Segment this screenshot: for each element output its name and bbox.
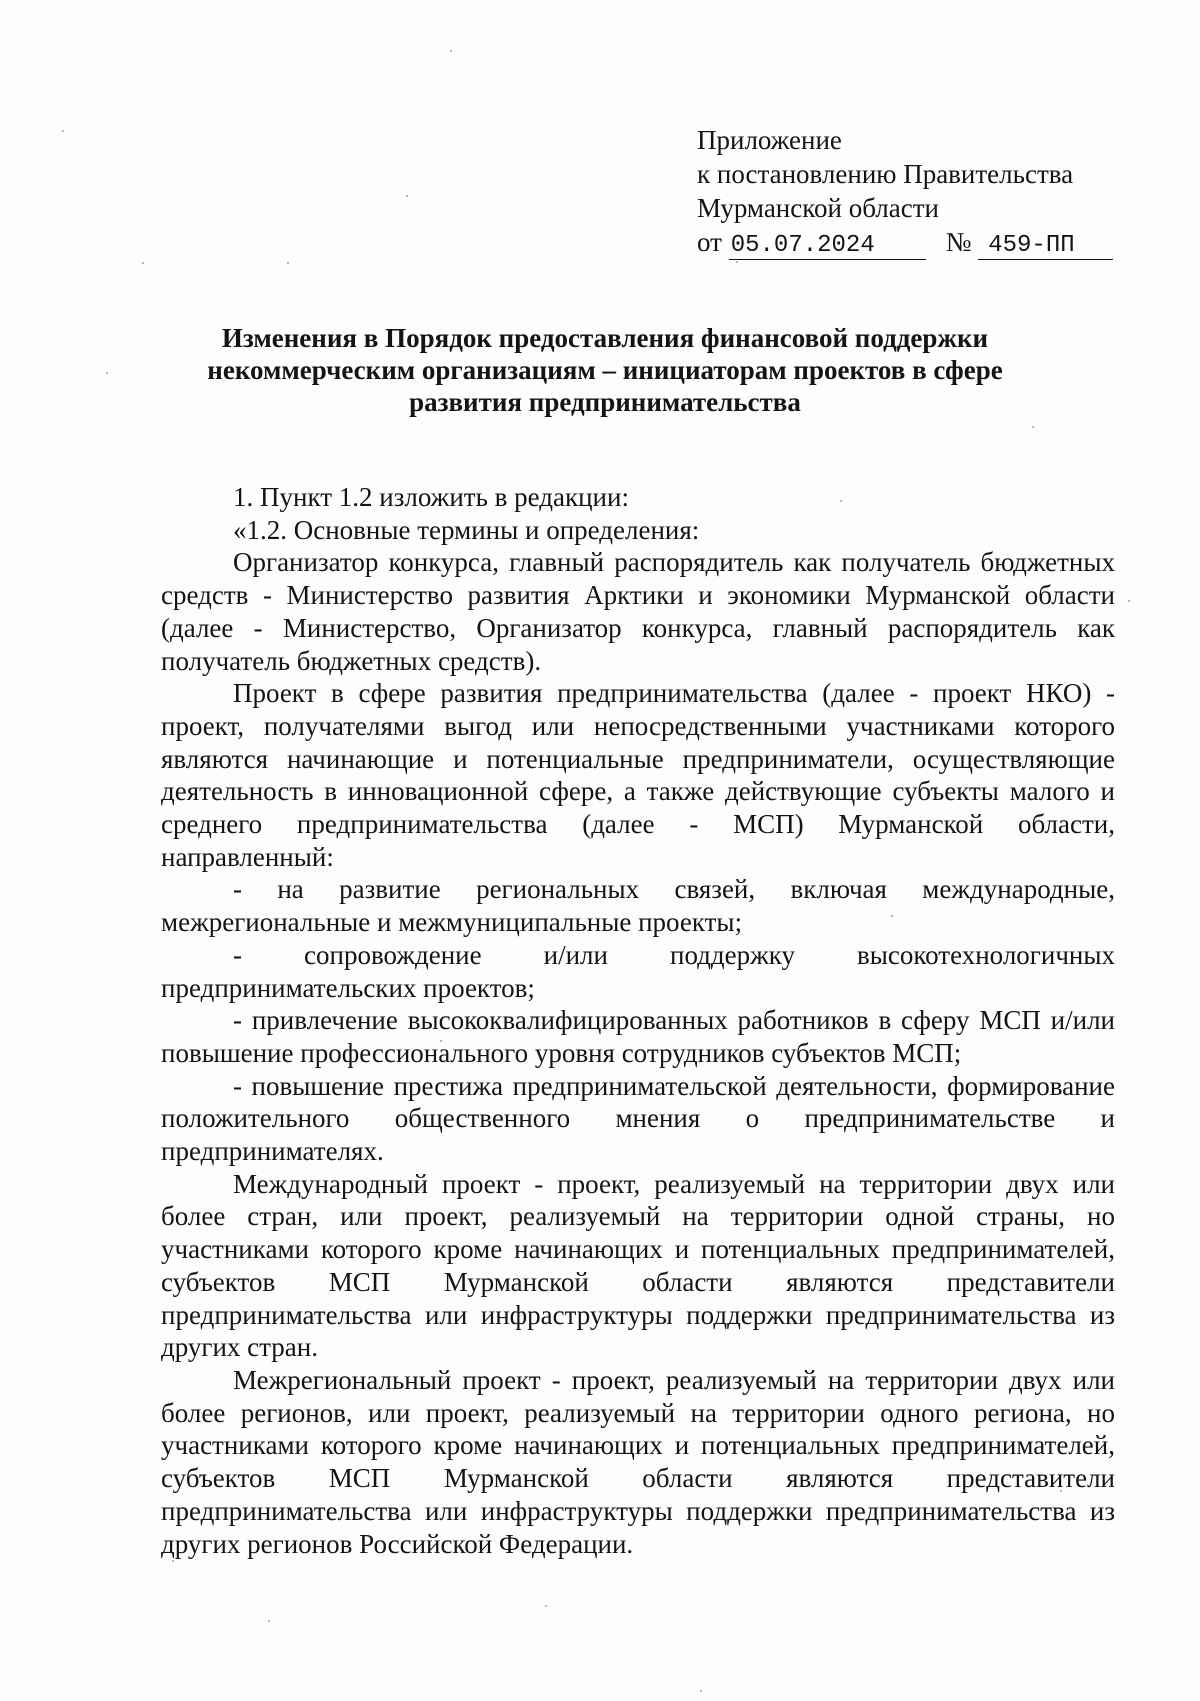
scan-speck bbox=[62, 130, 64, 132]
scan-speck bbox=[1032, 426, 1034, 428]
list-item: - сопровождение и/или поддержку высокотехнологичных предпринимательских проектов; bbox=[161, 939, 1115, 1003]
resolution-date: 05.07.2024 bbox=[729, 234, 926, 260]
list-item: - повышение престижа предпринимательской деятельности, формирование положительного общественного мнения о предпринимательстве и предпринимателях. bbox=[161, 1070, 1115, 1167]
scan-speck bbox=[700, 1690, 702, 1692]
number-sign: № bbox=[945, 227, 972, 257]
scan-speck bbox=[172, 1560, 174, 1562]
date-prefix: от bbox=[697, 227, 722, 257]
appendix-line-3: Мурманской области bbox=[697, 193, 939, 223]
resolution-number: 459-ПП bbox=[978, 234, 1113, 260]
scan-speck bbox=[545, 1605, 547, 1607]
document-title: Изменения в Порядок предоставления финансовой поддержки некоммерческим организациям – инициаторам проектов в сфере развития предпринимательства bbox=[207, 323, 1003, 417]
document-body bbox=[161, 481, 1115, 1560]
paragraph: Проект в сфере развития предпринимательства (далее - проект НКО) - проект, получателями выгод или непосредственными участниками которого являются начинающие и потенциальные предприниматели, осуществляющие деятельность в инновационной сфере, а также действующие субъекты малого и среднего предпринимательства (далее - МСП) Мурманской области, направленный: bbox=[161, 678, 1115, 872]
appendix-line-2: к постановлению Правительства bbox=[697, 159, 1074, 189]
scan-speck bbox=[450, 50, 452, 52]
list-item: - привлечение высококвалифицированных работников в сферу МСП и/или повышение профессионального уровня сотрудников субъектов МСП; bbox=[161, 1005, 1115, 1068]
appendix-block bbox=[697, 123, 1113, 260]
paragraph: «1.2. Основные термины и определения: bbox=[233, 514, 700, 545]
scan-speck bbox=[1128, 600, 1130, 602]
scan-speck bbox=[287, 262, 289, 264]
appendix-line-1: Приложение bbox=[697, 125, 842, 155]
scan-speck bbox=[142, 262, 144, 264]
scan-speck bbox=[406, 195, 408, 197]
list-item: - на развитие региональных связей, включая международные, межрегиональные и межмуниципальные проекты; bbox=[161, 874, 1115, 938]
paragraph: Международный проект - проект, реализуемый на территории двух или более стран, или проект, реализуемый на территории одной страны, но участниками которого кроме начинающих и потенциальных предпринимателей, субъектов МСП Мурманской области являются представители предпринимательства или инфраструктуры поддержки предпринимательства из других стран. bbox=[161, 1168, 1115, 1363]
paragraph: 1. Пункт 1.2 изложить в редакции: bbox=[233, 482, 629, 512]
scan-speck bbox=[106, 372, 108, 374]
scan-speck bbox=[268, 1620, 270, 1622]
appendix-date-line bbox=[697, 225, 1113, 260]
paragraph: Организатор конкурса, главный распорядитель как получатель бюджетных средств - Министерство развития Арктики и экономики Мурманской области (далее - Министерство, Организатор конкурса, главный распорядитель как получатель бюджетных средств). bbox=[161, 547, 1115, 676]
paragraph: Межрегиональный проект - проект, реализуемый на территории двух или более регионов, или проект, реализуемый на территории одного региона, но участниками которого кроме начинающих и потенциальных предпринимателей, субъектов МСП Мурманской области являются представители предпринимательства или инфраструктуры поддержки предпринимательства из других регионов Российской Федерации. bbox=[161, 1364, 1115, 1559]
scan-speck bbox=[736, 261, 738, 263]
